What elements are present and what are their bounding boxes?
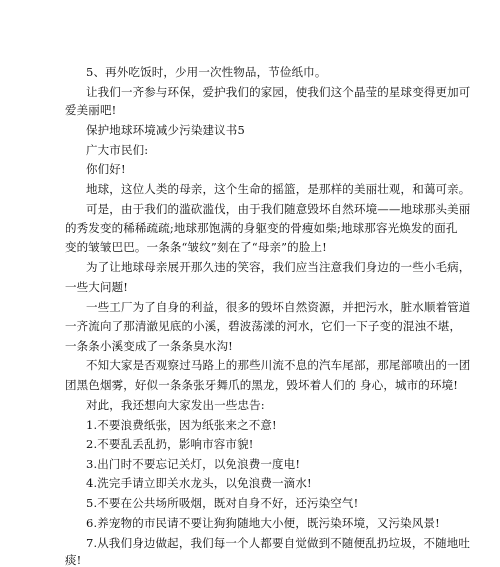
section-title: 保护地球环境减少污染建议书5 xyxy=(86,123,245,137)
paragraph-line-call-to-action-cont: 爱美丽吧! xyxy=(65,103,117,117)
list-item: 6.养宠物的市民请不要让狗狗随地大小便，既污染环境，又污染风景! xyxy=(86,516,440,530)
paragraph-line: 变的皱皱巴巴。一条条“皱纹”刻在了“母亲”的脸上! xyxy=(65,240,327,254)
paragraph-line: 一齐流向了那清澈见底的小溪，碧波荡漾的河水，它们一下子变的混浊不堪， xyxy=(65,319,462,333)
list-item-cont: 痰! xyxy=(65,553,82,567)
paragraph-line: 为了让地球母亲展开那久违的笑容，我们应当注意我们身边的一些小毛病， xyxy=(86,260,471,274)
paragraph-line: 一些大问题! xyxy=(65,280,129,294)
list-item: 4.洗完手请立即关水龙头，以免浪费一滴水! xyxy=(86,476,312,490)
paragraph-line: 一条条小溪变成了一条条臭水沟! xyxy=(65,339,233,353)
paragraph-line: 地球，这位人类的母亲，这个生命的摇篮，是那样的美丽壮观，和蔼可亲。 xyxy=(86,182,471,196)
paragraph-line: 一些工厂为了自身的利益，很多的毁坏自然资源，并把污水，脏水顺着管道 xyxy=(86,300,471,314)
paragraph-line-tip-5: 5、再外吃饭时，少用一次性物品，节俭纸巾。 xyxy=(86,65,327,79)
salutation: 广大市民们: xyxy=(86,143,149,157)
paragraph-line: 的秀发变的稀稀疏疏;地球那饱满的身躯变的骨瘦如柴;地球那容光焕发的面孔 xyxy=(65,221,458,235)
paragraph-line-call-to-action: 让我们一齐参与环保，爱护我们的家园，使我们这个晶莹的星球变得更加可 xyxy=(86,85,471,99)
list-item: 7.从我们身边做起，我们每一个人都要自觉做到不随便乱扔垃圾，不随地吐 xyxy=(86,536,471,550)
list-item: 5.不要在公共场所吸烟，既对自身不好，还污染空气! xyxy=(86,496,359,510)
list-item: 1.不要浪费纸张，因为纸张来之不意! xyxy=(86,418,277,432)
list-item: 2.不要乱丢乱扔，影响市容市貌! xyxy=(86,437,254,451)
greeting: 你们好! xyxy=(86,162,126,176)
paragraph-line: 对此，我还想向大家发出一些忠告: xyxy=(86,398,265,412)
paragraph-line: 团黑色烟雾，好似一条条张牙舞爪的黑龙，毁坏着人们的 身心，城市的环境! xyxy=(65,378,459,392)
list-item: 3.出门时不要忘记关灯，以免浪费一度电! xyxy=(86,457,301,471)
paragraph-line: 可是，由于我们的滥砍滥伐，由于我们随意毁坏自然环境——地球那头美丽 xyxy=(86,202,471,216)
paragraph-line: 不知大家是否观察过马路上的那些川流不息的汽车尾部，那尾部喷出的一团 xyxy=(86,358,471,372)
